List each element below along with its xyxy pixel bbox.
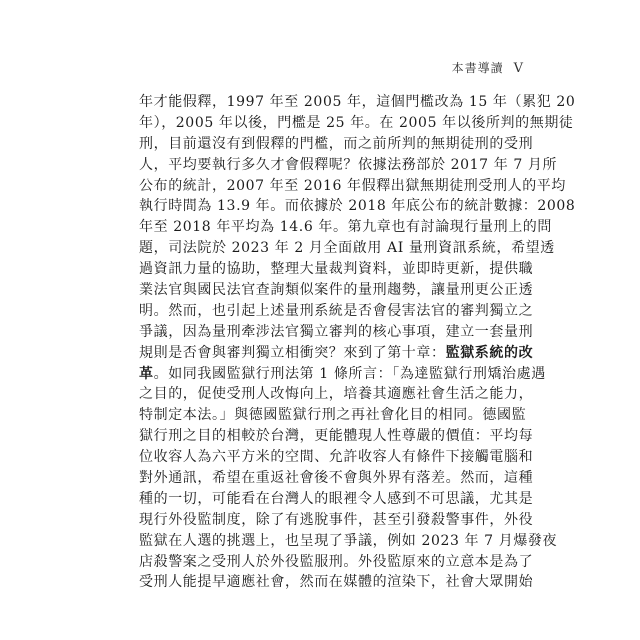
text-line: 公布的統計，2007 年至 2016 年假釋出獄無期徒刑受刑人的平均 bbox=[139, 177, 567, 194]
body-text bbox=[139, 92, 576, 593]
text-line: 年才能假釋，1997 年至 2005 年，這個門檻改為 15 年（累犯 20 bbox=[139, 94, 576, 110]
text-line: 之目的，促使受刑人改悔向上，培養其適應社會生活之能力， bbox=[139, 386, 534, 403]
chapter-title-emphasis: 監獄系統的改 bbox=[445, 344, 534, 361]
text-run: 。如同我國監獄行刑法第 1 條所言：「為達監獄行刑矯治處遇 bbox=[153, 365, 546, 382]
text-line: 業法官與國民法官查詢類似案件的量刑趨勢，讓量刑更公正透 bbox=[139, 282, 534, 299]
text-line: 明。然而，也引起上述量刑系統是否會侵害法官的審判獨立之 bbox=[139, 302, 534, 319]
text-line-with-emphasis bbox=[139, 343, 534, 364]
text-line: 種的一切，可能看在台灣人的眼裡令人感到不可思議，尤其是 bbox=[139, 490, 534, 507]
text-line: 店殺警案之受刑人於外役監服刑。外役監原來的立意本是為了 bbox=[139, 553, 534, 570]
text-line: 執行時間為 13.9 年。而依據於 2018 年底公布的統計數據：2008 bbox=[139, 198, 576, 215]
running-head bbox=[452, 59, 523, 76]
text-line: 對外通訊，希望在重返社會後不會與外界有落差。然而，這種 bbox=[139, 470, 534, 487]
text-line: 現行外役監制度，除了有逃脫事件，甚至引發殺警事件，外役 bbox=[139, 511, 534, 528]
page-number: V bbox=[513, 61, 523, 76]
text-line-with-emphasis bbox=[139, 364, 546, 385]
text-line: 監獄在人選的挑選上，也呈現了爭議，例如 2023 年 7 月爆發夜 bbox=[139, 532, 558, 549]
text-line: 位收容人為六平方米的空間、允許收容人有條件下接觸電腦和 bbox=[139, 449, 534, 466]
section-title: 本書導讀 bbox=[451, 61, 504, 75]
text-line: 年），2005 年以後，門檻是 25 年。在 2005 年以後所判的無期徒 bbox=[139, 114, 574, 131]
text-line: 題，司法院於 2023 年 2 月全面啟用 AI 量刑資訊系統，希望透 bbox=[139, 240, 555, 257]
text-line: 爭議，因為量刑牽涉法官獨立審判的核心事項，建立一套量刑 bbox=[139, 323, 534, 340]
text-line: 過資訊力量的協助，整理大量裁判資料，並即時更新，提供職 bbox=[139, 261, 534, 278]
chapter-title-emphasis: 革 bbox=[139, 365, 154, 382]
text-line: 刑，目前還沒有到假釋的門檻，而之前所判的無期徒刑的受刑 bbox=[139, 135, 534, 152]
text-line: 年至 2018 年平均為 14.6 年。第九章也有討論現行量刑上的問 bbox=[139, 219, 552, 236]
text-run: 規則是否會與審判獨立相衝突？來到了第十章： bbox=[139, 344, 446, 361]
text-line: 獄行刑之目的相較於台灣，更能體現人性尊嚴的價值：平均每 bbox=[139, 428, 534, 445]
text-line: 受刑人能提早適應社會，然而在媒體的渲染下，社會大眾開始 bbox=[139, 574, 534, 591]
text-line: 特制定本法。」與德國監獄行刑之再社會化目的相同。德國監 bbox=[139, 407, 527, 424]
text-line: 人，平均要執行多久才會假釋呢？依據法務部於 2017 年 7 月所 bbox=[139, 156, 558, 173]
